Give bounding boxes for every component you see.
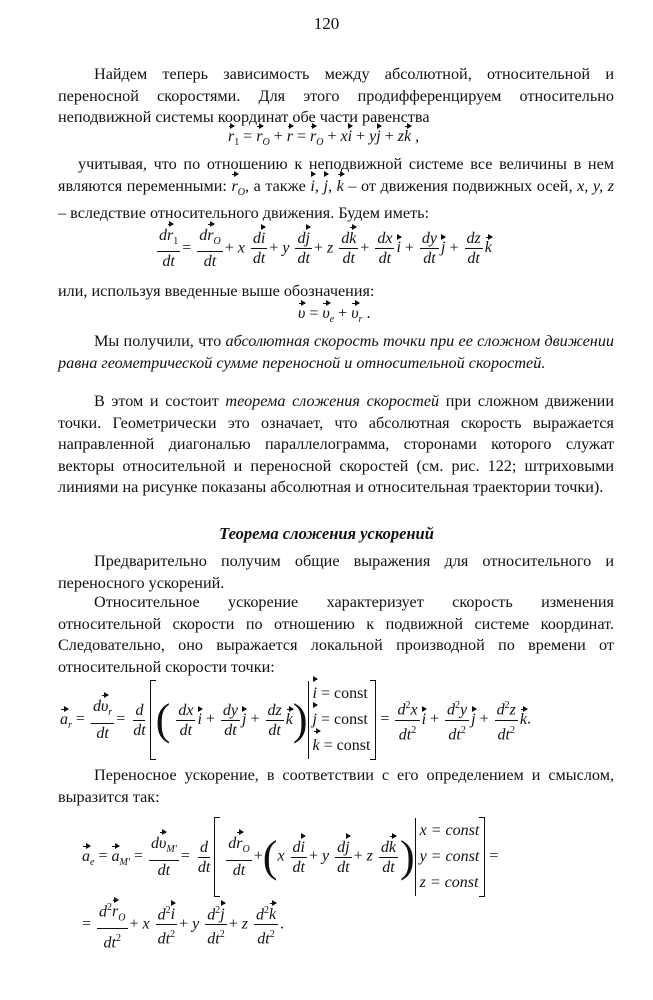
equation-derivative: $\frac{dr_1}{dt}$ = $\frac{dr_O}{dt}$ + x $\frac{di}{dt}$ + y $\frac{dj}{dt}$ + z $\frac{dk}{dt}$ + $\frac{dx}{dt}$ i + $\frac{dy}{dt}$ j + $\frac{dz}{dt}$ k (159, 227, 492, 271)
paragraph-5-part-a: В этом и состоит (94, 392, 219, 410)
section-heading: Теорема сложения ускорений (219, 524, 434, 543)
const-y: y = const (419, 848, 480, 865)
equation-transport-acceleration: $a_e = a_{M'}$ = $\frac{d\upsilon_{M'}}{dt}$ = $\frac{d}{dt}$ $\frac{dr_O}{dt}$ +(x $\frac{di}{dt}$ + y $\frac{dj}{dt}$ + z $\frac{dk}{dt}$ ) x = const y = const z = const = (82, 817, 498, 897)
const-i: = const (320, 685, 368, 702)
paragraph-1: Найдем теперь зависимость между абсолютной, относительной и переносной скоростями. Для этого продифференцируем относительно неподвижной системы координат обе части равенства (58, 65, 614, 126)
paragraph-5-part-c: при сложном движении точки. Геометрически это означает, что абсолютная скорость выражается направленной диагональю параллелограмма, сторонами которого служат векторы относительной и переносной скоростей (см. рис. 122; штриховыми линиями на рисунке показаны абсолютная и относительная траектории точки). (58, 392, 614, 496)
paragraph-2-part-c: – от движения подвижных осей, (348, 176, 573, 195)
equation-relative-acceleration: $a_r$ = $\frac{d\upsilon_r}{dt}$ = $\frac{d}{dt}$ ( $\frac{dx}{dt}$ i + $\frac{dy}{dt}$ j + $\frac{dz}{dt}$ k) i = const j = const k = const = $\frac{d^2x}{dt^2}$ i + $\frac{d^2y}{dt^2}$ j + $\frac{d^2z}{dt^2}$ k. (60, 680, 531, 760)
paragraph-5-part-b: теорема сложения скоростей (225, 392, 440, 410)
paragraph-2-part-e: – вследствие относительного движения. Будем иметь: (58, 204, 430, 223)
page-number: 120 (313, 14, 340, 33)
const-x: x = const (419, 822, 480, 839)
paragraph-2-part-a: учитывая, что по отношению к неподвижной системе все величины в нем являются переменными: (58, 155, 614, 195)
equation-transport-continuation: = $\frac{d^2r_O}{dt^2}$ + x $\frac{d^2i}{dt^2}$ + y $\frac{d^2j}{dt^2}$ + z $\frac{d^2k}{dt^2}$ . (82, 898, 284, 952)
paragraph-7: Относительное ускорение характеризует скорость изменения относительной скорости по отношению к подвижной системе координат. Следовательно, оно выражается локальной производной по времени от относительной скорости точки: (58, 593, 614, 676)
paragraph-2-part-d: x, y, z (577, 176, 615, 195)
paragraph-3: или, используя введенные выше обозначения: (58, 282, 375, 300)
paragraph-2: учитывая, что по отношению к неподвижной системе все величины в нем являются переменными: $r_O$, а также i, j, k – от движения подвижных осей, x, y, z – вследствие относительного движения. Будем иметь: (58, 155, 615, 223)
paragraph-4 (58, 331, 614, 374)
equation-velocity-sum: $\upsilon = \upsilon_e + \upsilon_r$ . (298, 305, 371, 326)
const-j: = const (320, 711, 368, 728)
paragraph-6: Предварительно получим общие выражения для относительного и переносного ускорений. (58, 552, 614, 592)
paragraph-8: Переносное ускорение, в соответствии с его определением и смыслом, выразится так: (58, 766, 614, 806)
paragraph-5 (58, 391, 614, 499)
paragraph-4-part-a: Мы получили, что (94, 332, 222, 350)
paragraph-2-part-b: , а также (245, 176, 306, 195)
paragraph-4-part-b: абсолютная скорость точки при ее сложном движении равна геометрической сумме переносной и относительной скоростей. (58, 332, 615, 372)
const-z: z = const (419, 874, 479, 891)
const-k: = const (323, 737, 371, 754)
equation-position: $r_1 = r_O + r = r_O$ + xi + yj + zk , (228, 128, 420, 149)
